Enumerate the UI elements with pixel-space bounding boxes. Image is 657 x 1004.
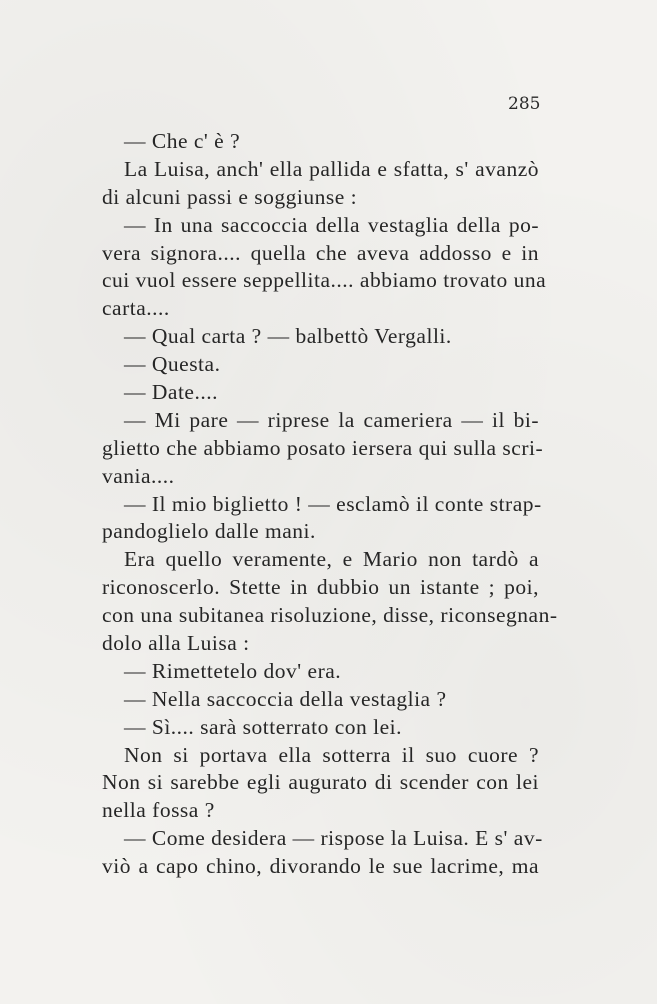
text-line: — Qual carta ? — balbettò Vergalli. [124, 324, 452, 349]
text-line: La Luisa, anch' ella pallida e sfatta, s' avanzò [124, 156, 539, 181]
page-number: 285 [508, 94, 541, 114]
text-line: glietto che abbiamo posato iersera qui sulla scri- [102, 435, 544, 460]
text-line: nella fossa ? [102, 798, 215, 823]
text-line: — Che c' è ? [124, 129, 241, 153]
text-line: — Come desidera — rispose la Luisa. E s' av- [124, 826, 543, 851]
text-line: Era quello veramente, e Mario non tardò a [124, 547, 539, 572]
text-line: cui vuol essere seppellita.... abbiamo trovato una [102, 268, 547, 293]
text-line: — Il mio biglietto ! — esclamò il conte strap- [124, 491, 542, 516]
text-line: — Questa. [124, 352, 221, 377]
text-line: — Rimettetelo dov' era. [124, 658, 342, 683]
text-line: con una subitanea risoluzione, disse, riconsegnan- [102, 603, 558, 628]
text-line: di alcuni passi e soggiunse : [102, 184, 358, 209]
text-line: — In una saccoccia della vestaglia della po- [124, 212, 539, 237]
text-line: pandoglielo dalle mani. [102, 519, 316, 544]
text-line: — Date.... [124, 380, 218, 405]
text-line: riconoscerlo. Stette in dubbio un istante ; poi, [102, 575, 539, 600]
text-line: Non si sarebbe egli augurato di scender con lei [102, 770, 539, 795]
text-line: vera signora.... quella che aveva addosso e in [102, 240, 539, 265]
body-text [102, 128, 558, 881]
text-line: — Mi pare — riprese la cameriera — il bi- [124, 407, 539, 432]
text-line: dolo alla Luisa : [102, 631, 250, 656]
text-line: vania.... [102, 463, 175, 488]
text-line: Non si portava ella sotterra il suo cuore ? [124, 742, 539, 767]
text-line: carta.... [102, 296, 170, 321]
text-line: — Nella saccoccia della vestaglia ? [124, 686, 447, 711]
text-line: — Sì.... sarà sotterrato con lei. [124, 714, 403, 739]
text-line: viò a capo chino, divorando le sue lacrime, ma [102, 854, 539, 879]
